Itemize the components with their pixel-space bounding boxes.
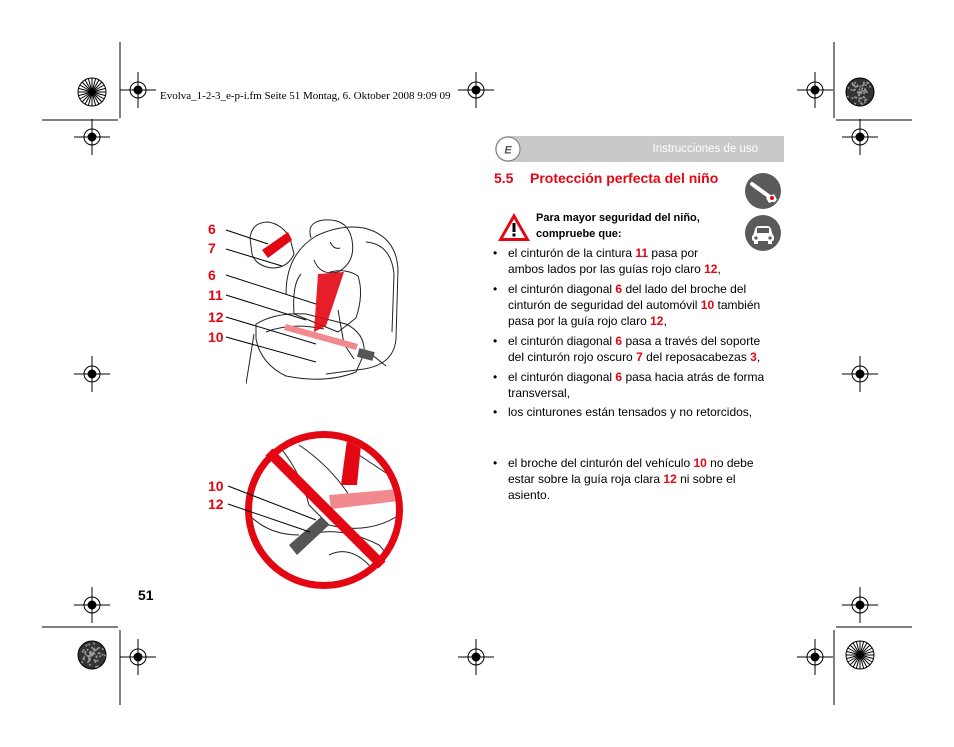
crosshair-mark	[120, 639, 156, 675]
check-list-line	[508, 297, 760, 313]
reference-number: 12	[704, 262, 718, 276]
warning-line-1: Para mayor seguridad del niño,	[536, 212, 700, 224]
reference-number: 6	[615, 334, 623, 348]
text-run: pasa por la guía rojo claro	[508, 314, 651, 328]
callout-number: 7	[208, 240, 216, 256]
crosshair-mark	[120, 72, 156, 108]
crosshair-mark	[797, 639, 833, 675]
registration-rosette	[846, 78, 874, 106]
warning-triangle-icon	[497, 212, 531, 242]
text-run: transversal,	[508, 386, 571, 400]
section-number: 5.5	[494, 170, 514, 186]
text-run: el cinturón diagonal	[508, 334, 616, 348]
check-list-line	[508, 245, 721, 261]
text-run: cinturón de seguridad del automóvil	[508, 298, 701, 312]
text-run: también	[714, 298, 761, 312]
crosshair-mark	[842, 356, 878, 392]
warning-heading	[536, 210, 700, 242]
text-run: asiento.	[508, 488, 551, 502]
check-list-line	[508, 349, 760, 365]
callout-number: 12	[208, 496, 224, 512]
check-list-line	[508, 281, 760, 297]
text-run: pasa por	[648, 246, 699, 260]
bullet-dot: •	[493, 405, 498, 419]
check-list-line	[508, 471, 754, 487]
file-info: Evolva_1-2-3_e-p-i.fm Seite 51 Montag, 6. Oktober 2008 9:09 09	[160, 90, 451, 102]
crosshair-mark	[797, 72, 833, 108]
reference-number: 12	[650, 314, 664, 328]
text-run: el cinturón de la cintura	[508, 246, 636, 260]
text-run: estar sobre la guía roja clara	[508, 472, 664, 486]
crosshair-mark	[458, 639, 494, 675]
warning-line-2: compruebe que:	[536, 228, 622, 240]
text-run: del reposacabezas	[642, 350, 751, 364]
check-list-line	[508, 313, 760, 329]
bullet-dot: •	[493, 282, 498, 296]
text-run: del cinturón rojo oscuro	[508, 350, 637, 364]
crosshair-mark	[458, 72, 494, 108]
bullet-dot: •	[493, 370, 498, 384]
callout-number: 12	[208, 309, 224, 325]
check-list-line	[508, 404, 752, 420]
header-band	[495, 136, 784, 162]
text-run: no debe	[706, 456, 754, 470]
check-list-line	[508, 385, 764, 401]
bullet-dot: •	[493, 334, 498, 348]
text-run: los cinturones están tensados y no retorcidos,	[508, 405, 753, 419]
text-run: del lado del broche del	[622, 282, 747, 296]
page-number: 51	[138, 587, 154, 603]
reference-number: 7	[636, 350, 643, 364]
crosshair-mark	[74, 587, 110, 623]
registration-rosette	[78, 641, 106, 669]
header-label: Instrucciones de uso	[652, 143, 758, 155]
reference-number: 11	[635, 246, 649, 260]
check-list-line	[508, 455, 754, 471]
bullet-dot: •	[493, 456, 498, 470]
check-list-line	[508, 333, 760, 349]
text-run: ,	[717, 262, 721, 276]
reference-number: 12	[663, 472, 677, 486]
text-run: el broche del cinturón del vehículo	[508, 456, 694, 470]
section-title	[494, 170, 718, 186]
crosshair-mark	[74, 356, 110, 392]
registration-rosette	[78, 78, 106, 106]
registration-rosette	[846, 641, 874, 669]
text-run: ,	[756, 350, 761, 364]
text-run: pasa a través del soporte	[622, 334, 761, 348]
text-run: ambos lados por las guías rojo claro	[508, 262, 705, 276]
text-run: pasa hacia atrás de forma	[622, 370, 765, 384]
text-run: el cinturón diagonal	[508, 282, 616, 296]
reference-number: 10	[700, 298, 715, 312]
callout-number: 10	[208, 329, 224, 345]
text-run: ,	[663, 314, 667, 328]
text-run: el cinturón diagonal	[508, 370, 616, 384]
car-icon	[744, 214, 782, 252]
language-tab	[495, 136, 521, 162]
crosshair-mark	[842, 587, 878, 623]
check-list-line	[508, 369, 764, 385]
check-list-line	[508, 487, 754, 503]
bullet-dot: •	[493, 246, 498, 260]
crosshair-mark	[74, 119, 110, 155]
language-tab-letter: E	[504, 144, 512, 157]
reference-number: 3	[750, 350, 757, 364]
reference-number: 10	[693, 456, 707, 470]
callout-number: 6	[208, 267, 216, 283]
text-run: ni sobre el	[676, 472, 736, 486]
check-list-line	[508, 261, 721, 277]
callout-number: 10	[208, 478, 224, 494]
callout-number: 6	[208, 221, 216, 237]
reference-number: 6	[615, 282, 623, 296]
figure2-leader-lines	[206, 478, 326, 538]
callout-number: 11	[208, 287, 223, 303]
reference-number: 6	[615, 370, 623, 384]
belt-icon	[744, 172, 782, 210]
crosshair-mark	[842, 119, 878, 155]
section-title-text: Protección perfecta del niño	[530, 170, 719, 186]
